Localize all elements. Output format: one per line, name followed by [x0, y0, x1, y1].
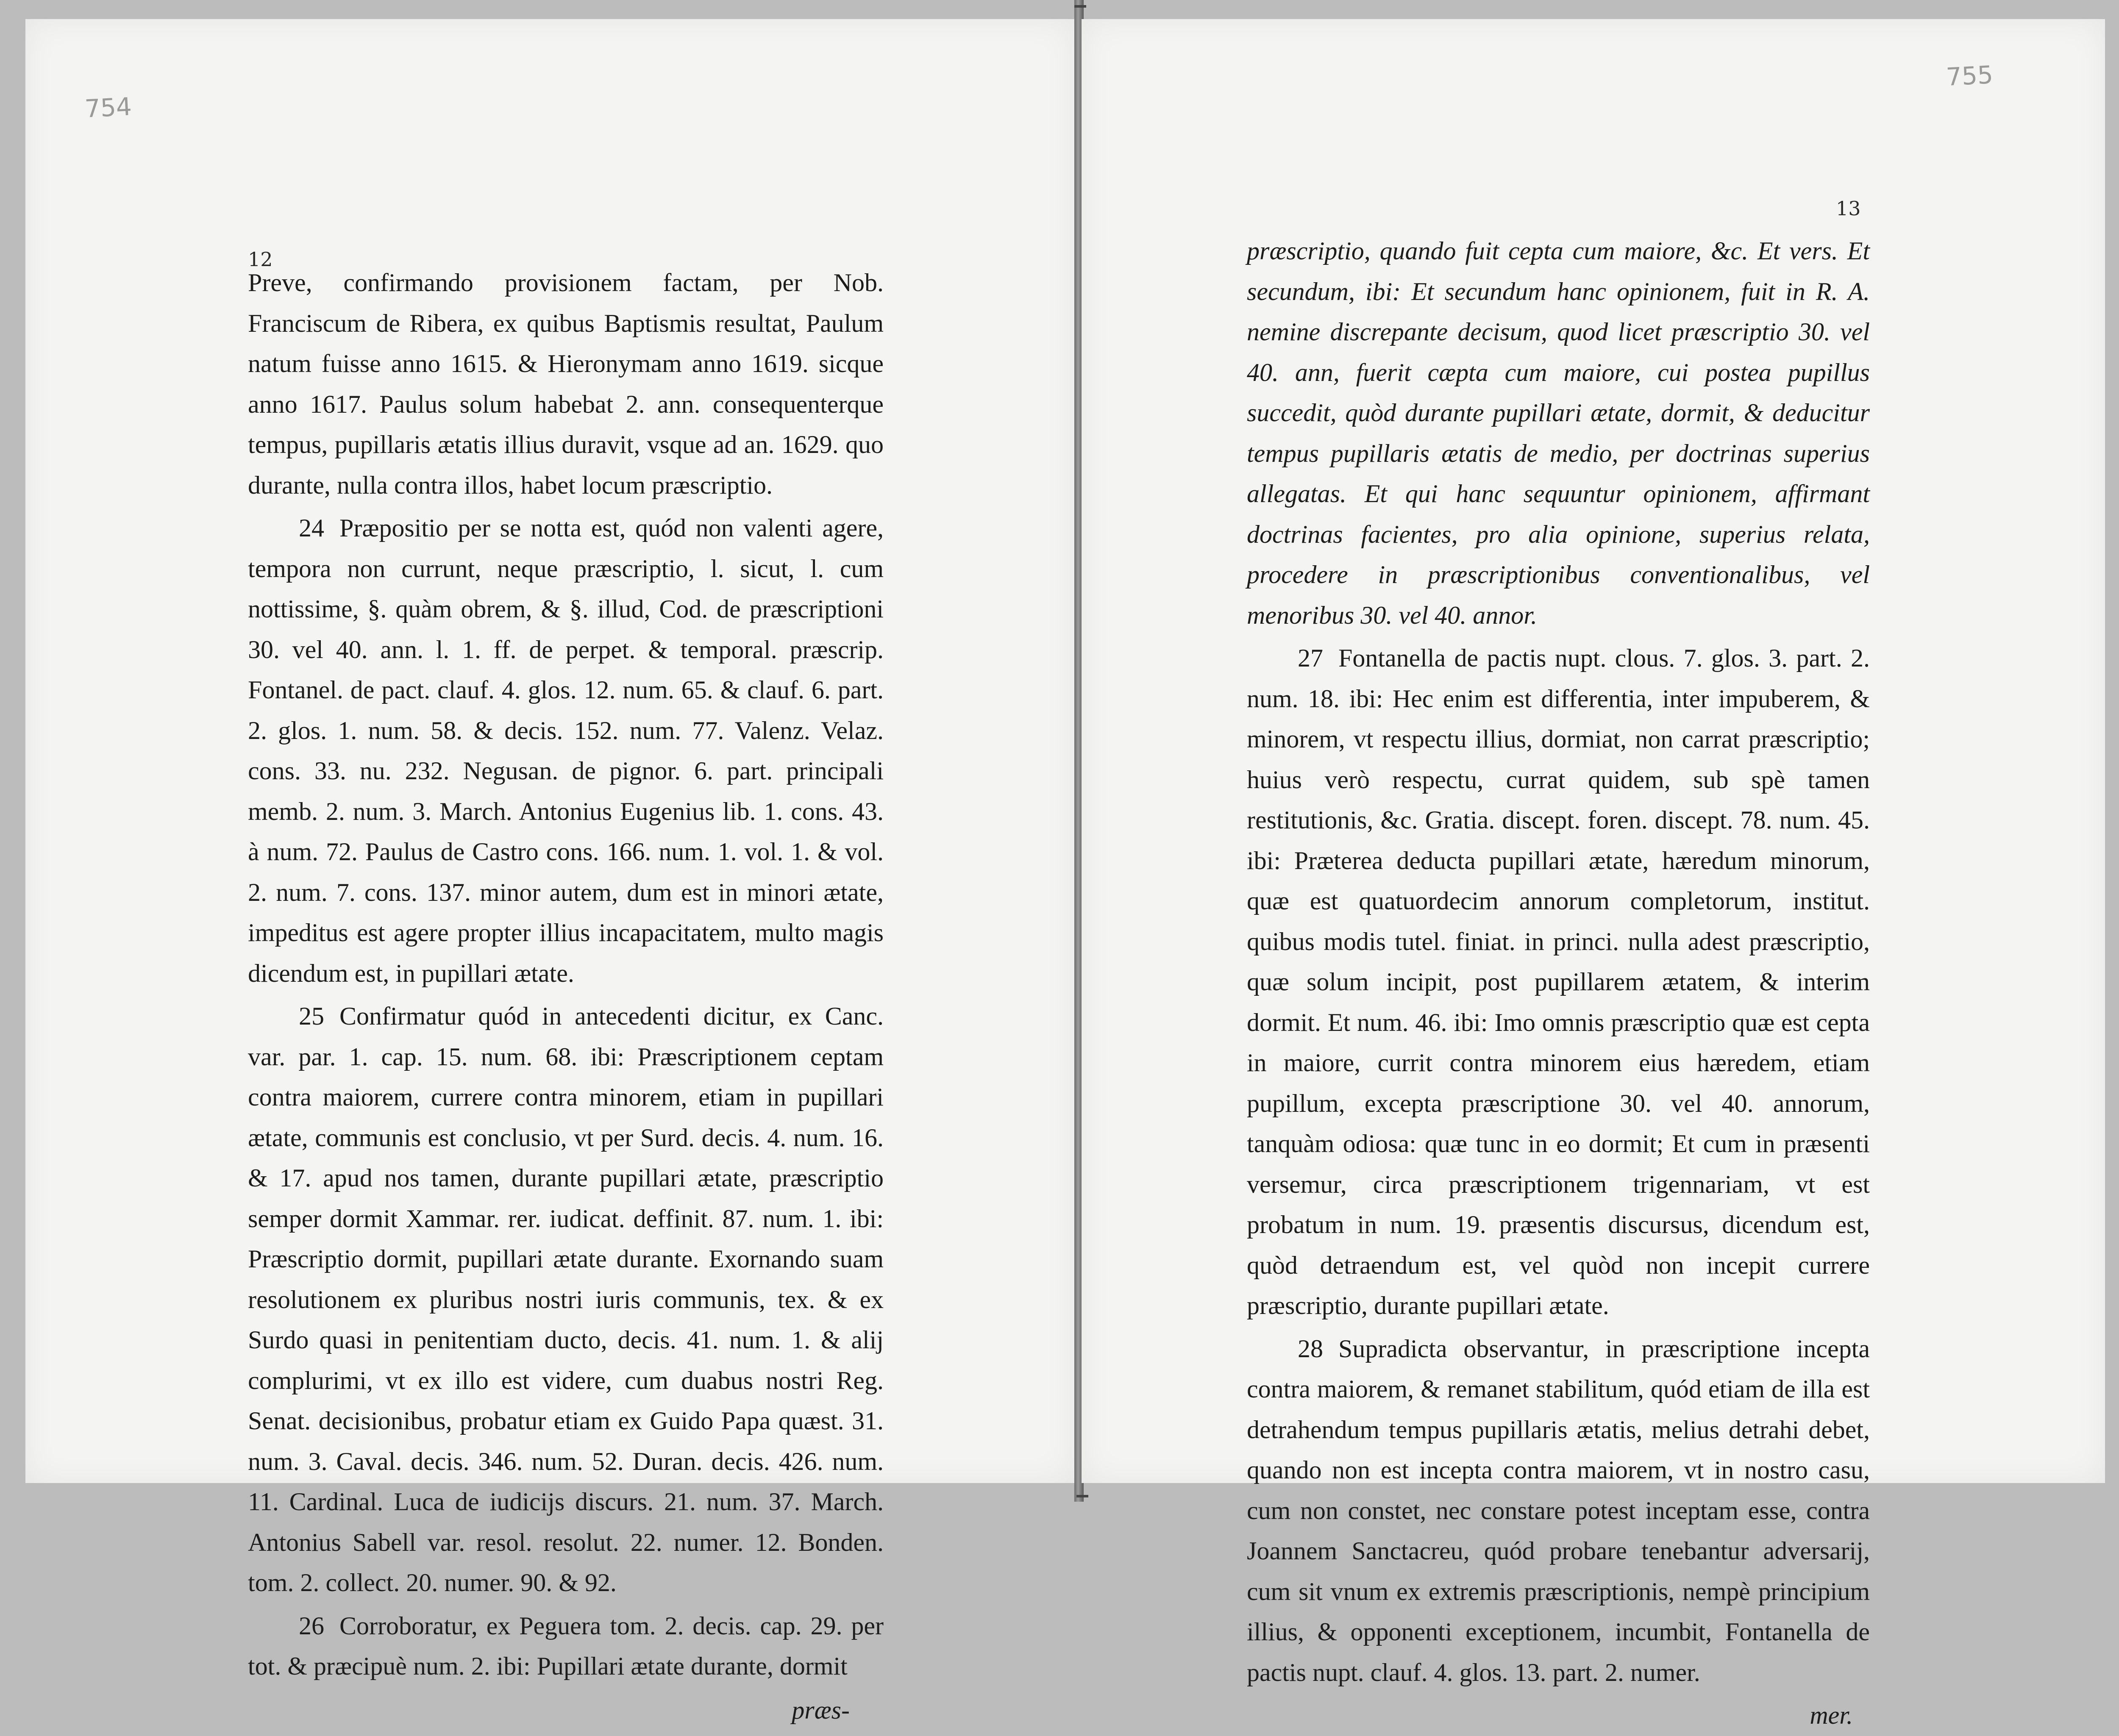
left-text-column [248, 263, 884, 1730]
paragraph-number: 25 [299, 1002, 324, 1030]
paragraph-text: præscriptio, quando fuit cepta cum maiore, &c. Et vers. Et secundum, ibi: Et secundum hanc opinionem, fuit in R. A. nemine discrepante decisum, quod licet præscriptio 30. vel 40. ann, fuerit cæpta cum maiore, cui postea pupillus succedit, quòd durante pupillari ætate, dormit, & deducitur tempus pupillaris ætatis de medio, per doctrinas superius allegatas. Et qui hanc sequuntur opinionem, affirmant doctrinas facientes, pro alia opinione, superius relata, procedere in præscriptionibus conventionalibus, vel menoribus 30. vel 40. annor. [1247, 237, 1870, 629]
paragraph-27 [1247, 638, 1870, 1326]
paragraph-text: Præpositio per se notta est, quód non valenti agere, tempora non currunt, neque præscriptio, l. sicut, l. cum nottissime, §. quàm obrem, & §. illud, Cod. de præscriptioni 30. vel 40. ann. l. 1. ff. de perpet. & temporal. præscrip. Fontanel. de pact. clauf. 4. glos. 12. num. 65. & clauf. 6. part. 2. glos. 1. num. 58. & decis. 152. num. 77. Valenz. Velaz. cons. 33. nu. 232. Negusan. de pignor. 6. part. principali memb. 2. num. 3. March. Antonius Eugenius lib. 1. cons. 43. à num. 72. Paulus de Castro cons. 166. num. 1. vol. 1. & vol. 2. num. 7. cons. 137. minor autem, dum est in minori ætate, impeditus est agere propter illius incapacitatem, multo magis dicendum est, in pupillari ætate. [248, 514, 884, 987]
paragraph-number: 27 [1298, 644, 1323, 672]
paragraph-number: 28 [1298, 1334, 1323, 1363]
folio-number: 754 [84, 92, 133, 123]
left-page [25, 19, 1074, 1724]
paragraph-continuation [1247, 231, 1870, 636]
paragraph-text: Confirmatur quód in antecedenti dicitur, ex Canc. var. par. 1. cap. 15. num. 68. ibi: Præscriptionem ceptam contra maiorem, currere contra minorem, etiam in pupillari ætate, communis est conclusio, vt per Surd. decis. 4. num. 16. & 17. apud nos tamen, durante pupillari ætate, præscriptio semper dormit Xammar. rer. iudicat. deffinit. 87. num. 1. ibi: Præscriptio dormit, pupillari ætate durante. Exornando suam resolutionem ex pluribus nostri iuris communis, tex. & ex Surdo quasi in penitentiam ducto, decis. 41. num. 1. & alij complurimi, vt ex illo est videre, cum duabus nostri Reg. Senat. decisionibus, probatur etiam ex Guido Papa quæst. 31. num. 3. Caval. decis. 346. num. 52. Duran. decis. 426. num. 11. Cardinal. Luca de iudicijs discurs. 21. num. 37. March. Antonius Sabell var. resol. resolut. 22. numer. 12. Bonden. tom. 2. collect. 20. numer. 90. & 92. [248, 1002, 884, 1597]
catchword: mer. [1810, 1701, 1853, 1729]
right-text-column [1247, 231, 1870, 1736]
paragraph-text: Supradicta observantur, in præscriptione incepta contra maiorem, & remanet stabilitum, quód etiam de illa est detrahendum tempus pupillaris ætatis, melius detrahi debet, quando non est incepta contra maiorem, vt in nostro casu, cum non constet, nec constare potest inceptam esse, contra Joannem Sanctacreu, quód probare tenebantur adversarij, cum sit vnum ex extremis præscriptionis, nempè principium illius, & opponenti exceptionem, incumbit, Fontanella de pactis nupt. clauf. 4. glos. 13. part. 2. numer. [1247, 1334, 1870, 1686]
registration-mark-bottom [1076, 1495, 1088, 1497]
paragraph-text: Corroboratur, ex Peguera tom. 2. decis. cap. 29. per tot. & præcipuè num. 2. ibi: Pupillari ætate durante, dormit [248, 1611, 884, 1680]
paragraph-number: 26 [299, 1611, 324, 1640]
paragraph-text: Preve, confirmando provisionem factam, per Nob. Franciscum de Ribera, ex quibus Baptismis resultat, Paulum natum fuisse anno 1615. & Hieronymam anno 1619. sicque anno 1617. Paulus solum habebat 2. ann. consequenterque tempus, pupillaris ætatis illius duravit, vsque ad an. 1629. quo durante, nulla contra illos, habet locum præscriptio. [248, 269, 884, 499]
paragraph-28 [1247, 1329, 1870, 1693]
registration-mark-top [1074, 5, 1086, 8]
paragraph-number: 24 [299, 514, 324, 542]
catchword: præs- [792, 1696, 850, 1724]
paragraph-26 [248, 1606, 884, 1687]
page-number: 13 [1836, 197, 1861, 220]
paragraph-24 [248, 508, 884, 994]
paragraph-25 [248, 996, 884, 1603]
folio-number: 755 [1945, 60, 1994, 92]
paragraph-text: Fontanella de pactis nupt. clous. 7. glos. 3. part. 2. num. 18. ibi: Hec enim est differentia, inter impuberem, & minorem, vt respectu illius, dormiat, non carrat præscriptio; huius verò respectu, currat quidem, sub spè tamen restitutionis, &c. Gratia. discept. foren. discept. 78. num. 45. ibi: Præterea deducta pupillari ætate, hæredum minorum, quæ est quatuordecim annorum completorum, institut. quibus modis tutel. finiat. in princi. nulla adest præscriptio, quæ solum incipit, post pupillarem ætatem, & interim dormit. Et num. 46. ibi: Imo omnis præscriptio quæ est cepta in maiore, currit contra minorem eius hæredem, etiam pupillum, excepta præscriptione 30. vel 40. annorum, tanquàm odiosa: quæ tunc in eo dormit; Et cum in præsenti versemur, circa præscriptionem trigennariam, vt est probatum in num. 19. præsentis discursus, dicendum est, quòd detraendum est, vel quòd non incepit currere præscriptio, durante pupillari ætate. [1247, 644, 1870, 1319]
right-page [1082, 19, 2105, 1729]
page-number: 12 [248, 248, 273, 271]
paragraph-continuation [248, 263, 884, 506]
